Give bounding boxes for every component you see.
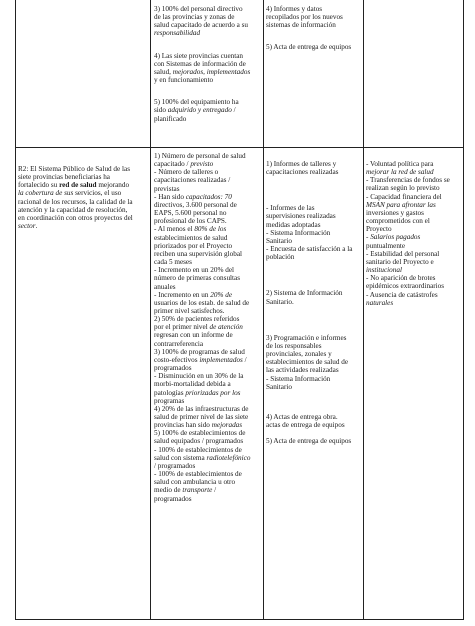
r2-indicators-cell — [154, 152, 262, 503]
top-indicator-3: 3) 100% del personal directivo de las provincias y zonas de salud capacitado de acuerdo a su responsabilidad — [154, 5, 248, 38]
r2-assumptions-cell — [366, 160, 462, 307]
column-divider-1 — [150, 0, 151, 620]
r2-source-3: 3) Programación e informes de los responsables provinciales, zonales y establecimientos de salud de las actividades realizadas - Sistema Información Sanitario — [266, 333, 349, 391]
r2-result-text: R2: El Sistema Público de Salud de las siete provincias beneficiarias ha fortalecido su red de salud mejorando la cobertura de sus servicios, el uso racional de los recursos, la calidad de la atención y la capacidad de resolución, en coordinación con otros proyectos del sector. — [18, 165, 133, 231]
r2-source-1: 1) Informes de talleres y capacitaciones realizadas — [266, 160, 339, 177]
table-border-left — [15, 0, 16, 620]
r2-assumptions-text: - Voluntad política para mejorar la red de salud - Transferencias de fondos se realizan según lo previsto - Capacidad financiera del MSAN para afrontar las inversiones y gastos comprometidos con el Proyecto - Salarios pagados puntualmente - Estabilidad del personal sanitario del Proyecto e institucional - No aparición de brotes epidémicos extraordinarios - Ausencia de catástrofes naturales — [366, 160, 450, 307]
r2-source-4: 4) Actas de entrega obra. actas de entrega de equipos — [266, 412, 345, 429]
table-border-right — [463, 0, 464, 620]
r2-indicators-text: 1) Número de personal de salud capacitado / previsto - Número de talleres o capacitaciones realizadas / previstas - Han sido capacitados: 70 directivos, 3.600 personal de EAPS, 5.600 personal no profesional de los CAPS. - Al menos el 80% de los establecimientos de salud priorizados por el Proyecto reciben una supervisión global cada 5 meses - Incremento en un 20% del número de primeras consultas anuales - Incremento en un 20% de usuarios de los estab. de salud de primer nivel satisfechos. 2) 50% de pacientes referidos por el primer nivel de atención regresan con un informe de contrarreferencia 3) 100% de programas de salud costo-efectivos implementados / programados - Disminución en un 30% de la morbi-mortalidad debida a patologías priorizadas por los programas 4) 20% de las infraestructuras de salud de primer nivel de las siete provincias han sido mejoradas 5) 100% de establecimientos de salud equipados / programados - 100% de establecimientos de salud con sistema radiotelefónico / programados - 100% de establecimientos de salud con ambulancia u otro medio de transporte / programados — [154, 152, 251, 503]
top-row-sources — [266, 5, 362, 52]
r2-source-1b: - Informes de las supervisiones realizadas medidas adoptadas - Sistema Información Sanitario - Encuesta de satisfacción a la población — [266, 204, 353, 262]
column-divider-3 — [363, 0, 364, 620]
row-divider — [15, 147, 464, 148]
r2-result-cell — [18, 165, 149, 230]
table-border-bottom — [15, 619, 464, 620]
r2-source-2: 2) Sistema de Información Sanitario. — [266, 289, 343, 306]
top-indicator-4: 4) Las siete provincias cuentan con Sistemas de información de salud, mejorados, implementados y en funcionamiento — [154, 51, 251, 85]
top-row-indicators — [154, 5, 262, 123]
r2-source-5: 5) Acta de entrega de equipos — [266, 437, 352, 446]
top-source-5: 5) Acta de entrega de equipos — [266, 43, 352, 52]
top-indicator-5: 5) 100% del equipamiento ha sido adquirido y entregado / planificado — [154, 98, 239, 123]
column-divider-2 — [263, 0, 264, 620]
r2-sources-cell — [266, 160, 362, 445]
top-source-4: 4) Informes y datos recopilados por los nuevos sistemas de información — [266, 5, 343, 30]
